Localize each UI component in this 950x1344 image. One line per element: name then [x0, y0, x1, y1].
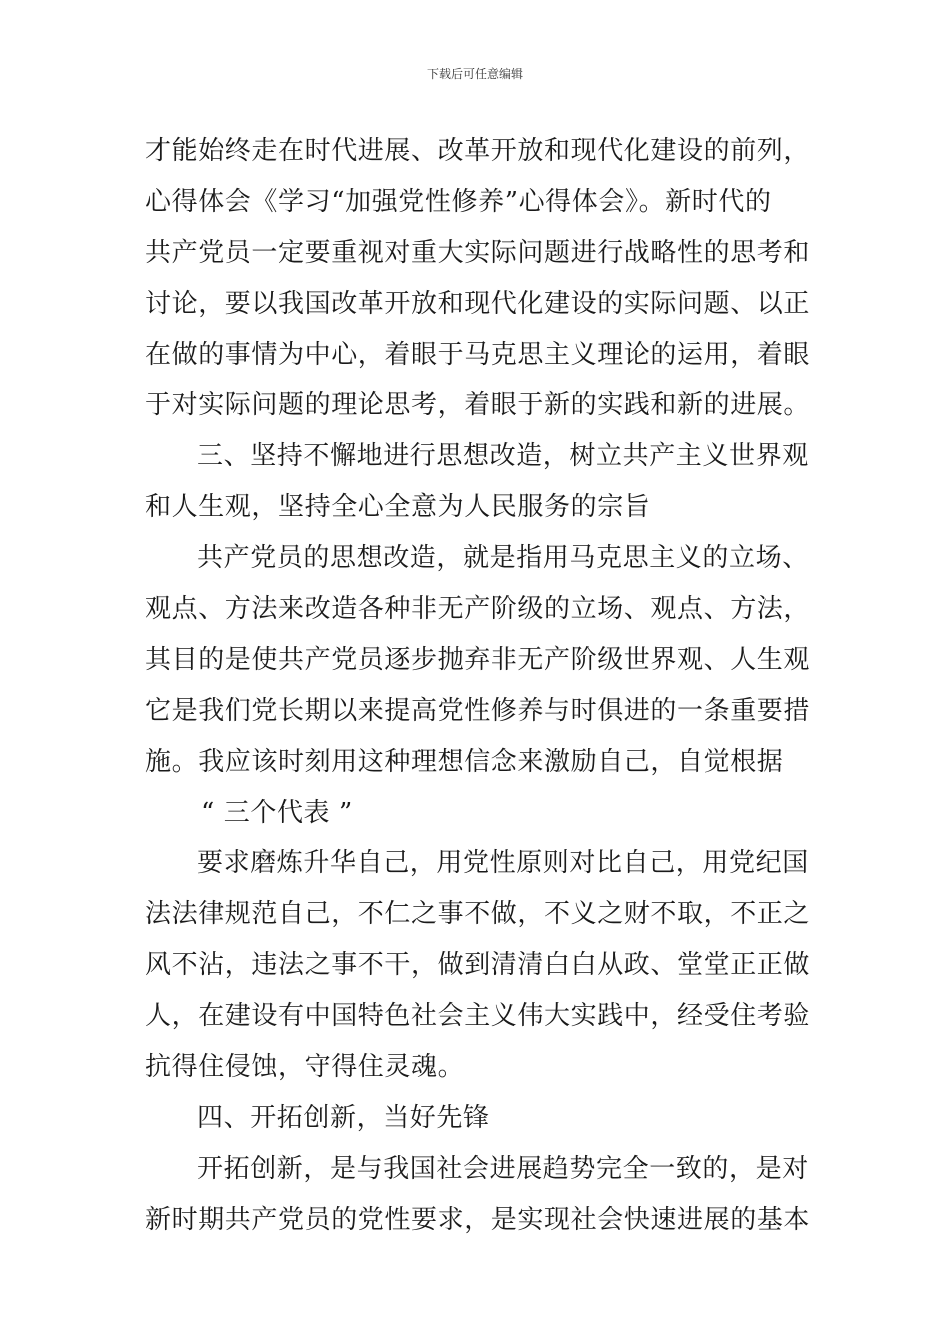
document-body [145, 126, 815, 1246]
section-heading-three: 三、坚持不懈地进行思想改造，树立共产主义世界观 [197, 441, 809, 472]
text-line: 抗得住侵蚀，守得住灵魂。 [145, 1052, 465, 1083]
quote-three-represents: “ 三个代表 ” [201, 797, 353, 828]
text-line: 施。我应该时刻用这种理想信念来激励自己，自觉根据 [145, 746, 784, 777]
text-line: 于对实际问题的理论思考，着眼于新的实践和新的进展。 [145, 390, 811, 421]
text-line: 新时期共产党员的党性要求，是实现社会快速进展的基本 [145, 1204, 811, 1235]
text-line: 共产党员一定要重视对重大实际问题进行战略性的思考和 [145, 237, 811, 268]
text-line: 开拓创新，是与我国社会进展趋势完全一致的，是对 [197, 1153, 809, 1184]
text-line: 讨论，要以我国改革开放和现代化建设的实际问题、以正 [145, 288, 811, 319]
text-line: 它是我们党长期以来提高党性修养与时俱进的一条重要措 [145, 695, 811, 726]
section-heading-three-cont: 和人生观，坚持全心全意为人民服务的宗旨 [145, 492, 651, 523]
page-header: 下载后可任意编辑 [426, 67, 523, 81]
text-line: 心得体会《学习“加强党性修养”心得体会》。新时代的 [145, 186, 772, 217]
text-line: 要求磨炼升华自己，用党性原则对比自己，用党纪国 [197, 848, 809, 879]
text-line: 在做的事情为中心，着眼于马克思主义理论的运用，着眼 [145, 339, 811, 370]
text-line: 人，在建设有中国特色社会主义伟大实践中，经受住考验 [145, 1001, 811, 1032]
text-line: 共产党员的思想改造，就是指用马克思主义的立场、 [197, 543, 809, 574]
text-line: 才能始终走在时代进展、改革开放和现代化建设的前列， [145, 136, 811, 166]
section-heading-four: 四、开拓创新，当好先锋 [197, 1102, 490, 1133]
text-line: 风不沾，违法之事不干，做到清清白白从政、堂堂正正做 [145, 950, 811, 981]
text-line: 法法律规范自己，不仁之事不做，不义之财不取，不正之 [145, 899, 811, 930]
text-line: 其目的是使共产党员逐步抛弃非无产阶级世界观、人生观 [145, 644, 811, 675]
text-line: 观点、方法来改造各种非无产阶级的立场、观点、方法， [145, 594, 811, 625]
